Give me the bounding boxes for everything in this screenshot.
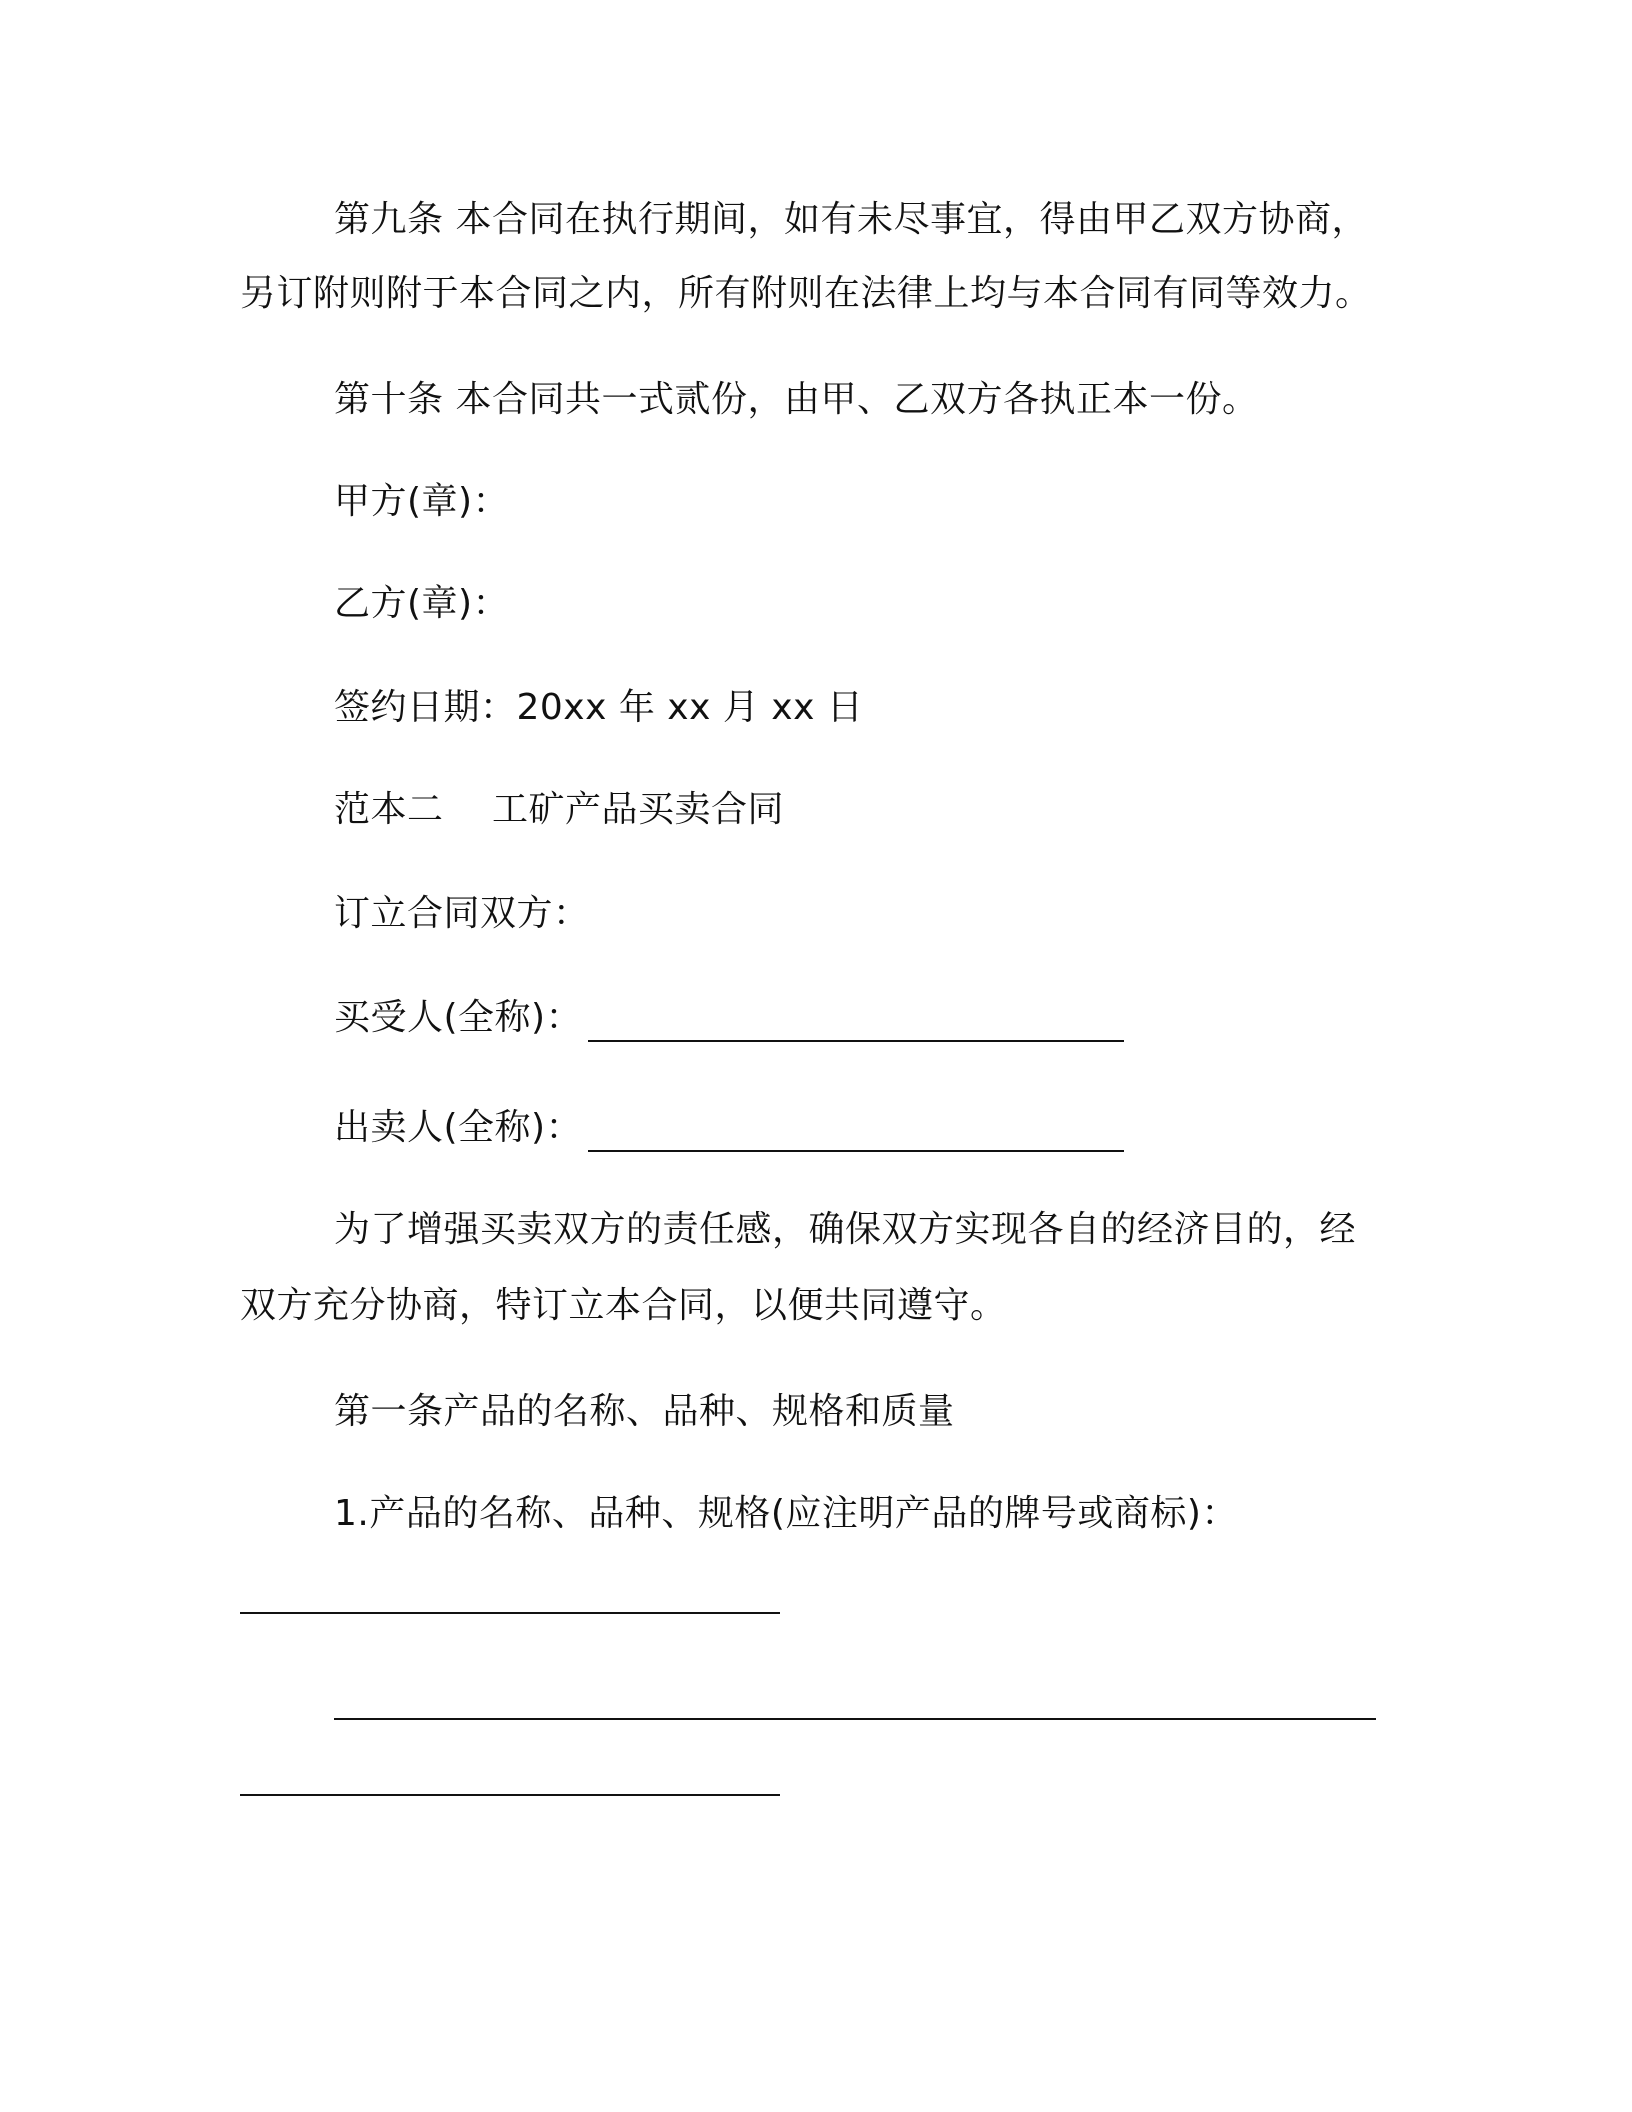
contract-parties-heading: 订立合同双方： xyxy=(334,893,590,934)
product-spec-blank-1[interactable] xyxy=(240,1612,780,1614)
party-a-seal-label: 甲方(章)： xyxy=(334,481,510,522)
buyer-name-blank[interactable] xyxy=(588,1040,1124,1042)
article-10: 第十条 本合同共一式贰份，由甲、乙双方各执正本一份。 xyxy=(334,379,1259,420)
article-9-line-1: 第九条 本合同在执行期间，如有未尽事宜，得由甲乙双方协商， xyxy=(334,199,1368,240)
seller-name-blank[interactable] xyxy=(588,1150,1124,1152)
template-title: 范本二 工矿产品买卖合同 xyxy=(334,789,784,830)
product-spec-blank-2[interactable] xyxy=(334,1718,1376,1720)
purpose-line-1: 为了增强买卖双方的责任感，确保双方实现各自的经济目的，经 xyxy=(334,1209,1357,1250)
article-1-heading: 第一条产品的名称、品种、规格和质量 xyxy=(334,1391,955,1432)
item-1-product-spec: 1.产品的名称、品种、规格(应注明产品的牌号或商标)： xyxy=(334,1493,1238,1534)
article-9-line-2: 另订附则附于本合同之内，所有附则在法律上均与本合同有同等效力。 xyxy=(240,273,1372,314)
purpose-line-2: 双方充分协商，特订立本合同，以便共同遵守。 xyxy=(240,1285,1007,1326)
party-b-seal-label: 乙方(章)： xyxy=(334,583,510,624)
signing-date: 签约日期：20xx 年 xx 月 xx 日 xyxy=(334,687,864,728)
seller-row xyxy=(334,1104,582,1152)
product-spec-blank-3[interactable] xyxy=(240,1794,780,1796)
seller-label: 出卖人(全称)： xyxy=(334,1107,583,1148)
buyer-label: 买受人(全称)： xyxy=(334,997,583,1038)
buyer-row xyxy=(334,994,582,1042)
